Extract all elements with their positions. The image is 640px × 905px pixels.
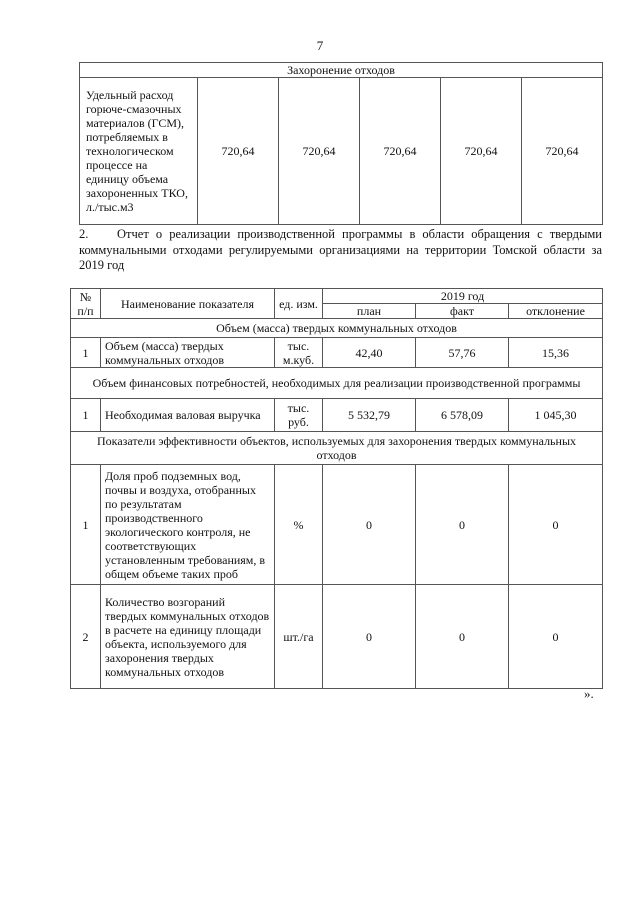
value-cell: 720,64 (279, 78, 360, 225)
row-name: Доля проб подземных вод, почвы и воздуха, отобранных по результатам производственного экологического контроля, не соответствующих установленным требованиям, в общем объеме таких проб (101, 465, 275, 585)
section-title: Объем (масса) твердых коммунальных отходов (71, 319, 603, 338)
row-fact: 0 (416, 585, 509, 689)
row-deviation: 1 045,30 (509, 399, 603, 432)
row-plan: 0 (323, 465, 416, 585)
header-deviation: отклонение (509, 304, 603, 319)
row-unit: шт./га (275, 585, 323, 689)
header-plan: план (323, 304, 416, 319)
paragraph-text: Отчет о реализации производственной программы в области обращения с твердыми коммунальными отходами регулируемыми организациями на территории Томской области за 2019 год (79, 227, 602, 272)
row-deviation: 15,36 (509, 338, 603, 368)
section-title: Показатели эффективности объектов, используемых для захоронения твердых коммунальных отходов (71, 432, 603, 465)
row-unit: тыс. м.куб. (275, 338, 323, 368)
header-year: 2019 год (323, 289, 603, 304)
section-title: Захоронение отходов (80, 63, 603, 78)
value-cell: 720,64 (198, 78, 279, 225)
row-num: 1 (71, 338, 101, 368)
table-row (71, 585, 603, 689)
value-cell: 720,64 (441, 78, 522, 225)
header-unit: ед. изм. (275, 289, 323, 319)
row-unit: % (275, 465, 323, 585)
row-label: Удельный расход горюче-смазочных материалов (ГСМ), потребляемых в технологическом процессе на единицу объема захороненных ТКО, л./тыс.м3 (80, 78, 198, 225)
table-row (71, 338, 603, 368)
section-title: Объем финансовых потребностей, необходимых для реализации производственной программы (71, 368, 603, 399)
report-paragraph (79, 227, 602, 274)
table-row (80, 78, 603, 225)
landfill-table (79, 62, 603, 225)
row-name: Количество возгораний твердых коммунальных отходов в расчете на единицу площади объекта, используемого для захоронения твердых коммунальных отходов (101, 585, 275, 689)
row-fact: 0 (416, 465, 509, 585)
header-name: Наименование показателя (101, 289, 275, 319)
row-plan: 0 (323, 585, 416, 689)
closing-quote: ». (584, 686, 594, 701)
row-num: 2 (71, 585, 101, 689)
row-name: Необходимая валовая выручка (101, 399, 275, 432)
program-report-table (70, 288, 603, 689)
page-number: 7 (316, 38, 324, 53)
row-fact: 57,76 (416, 338, 509, 368)
header-num: № п/п (71, 289, 101, 319)
row-fact: 6 578,09 (416, 399, 509, 432)
row-deviation: 0 (509, 465, 603, 585)
table-row (71, 399, 603, 432)
row-plan: 5 532,79 (323, 399, 416, 432)
table-row (71, 465, 603, 585)
row-name: Объем (масса) твердых коммунальных отходов (101, 338, 275, 368)
row-deviation: 0 (509, 585, 603, 689)
paragraph-number: 2. (79, 227, 89, 241)
value-cell: 720,64 (522, 78, 603, 225)
row-unit: тыс. руб. (275, 399, 323, 432)
row-num: 1 (71, 399, 101, 432)
row-plan: 42,40 (323, 338, 416, 368)
row-num: 1 (71, 465, 101, 585)
value-cell: 720,64 (360, 78, 441, 225)
header-fact: факт (416, 304, 509, 319)
